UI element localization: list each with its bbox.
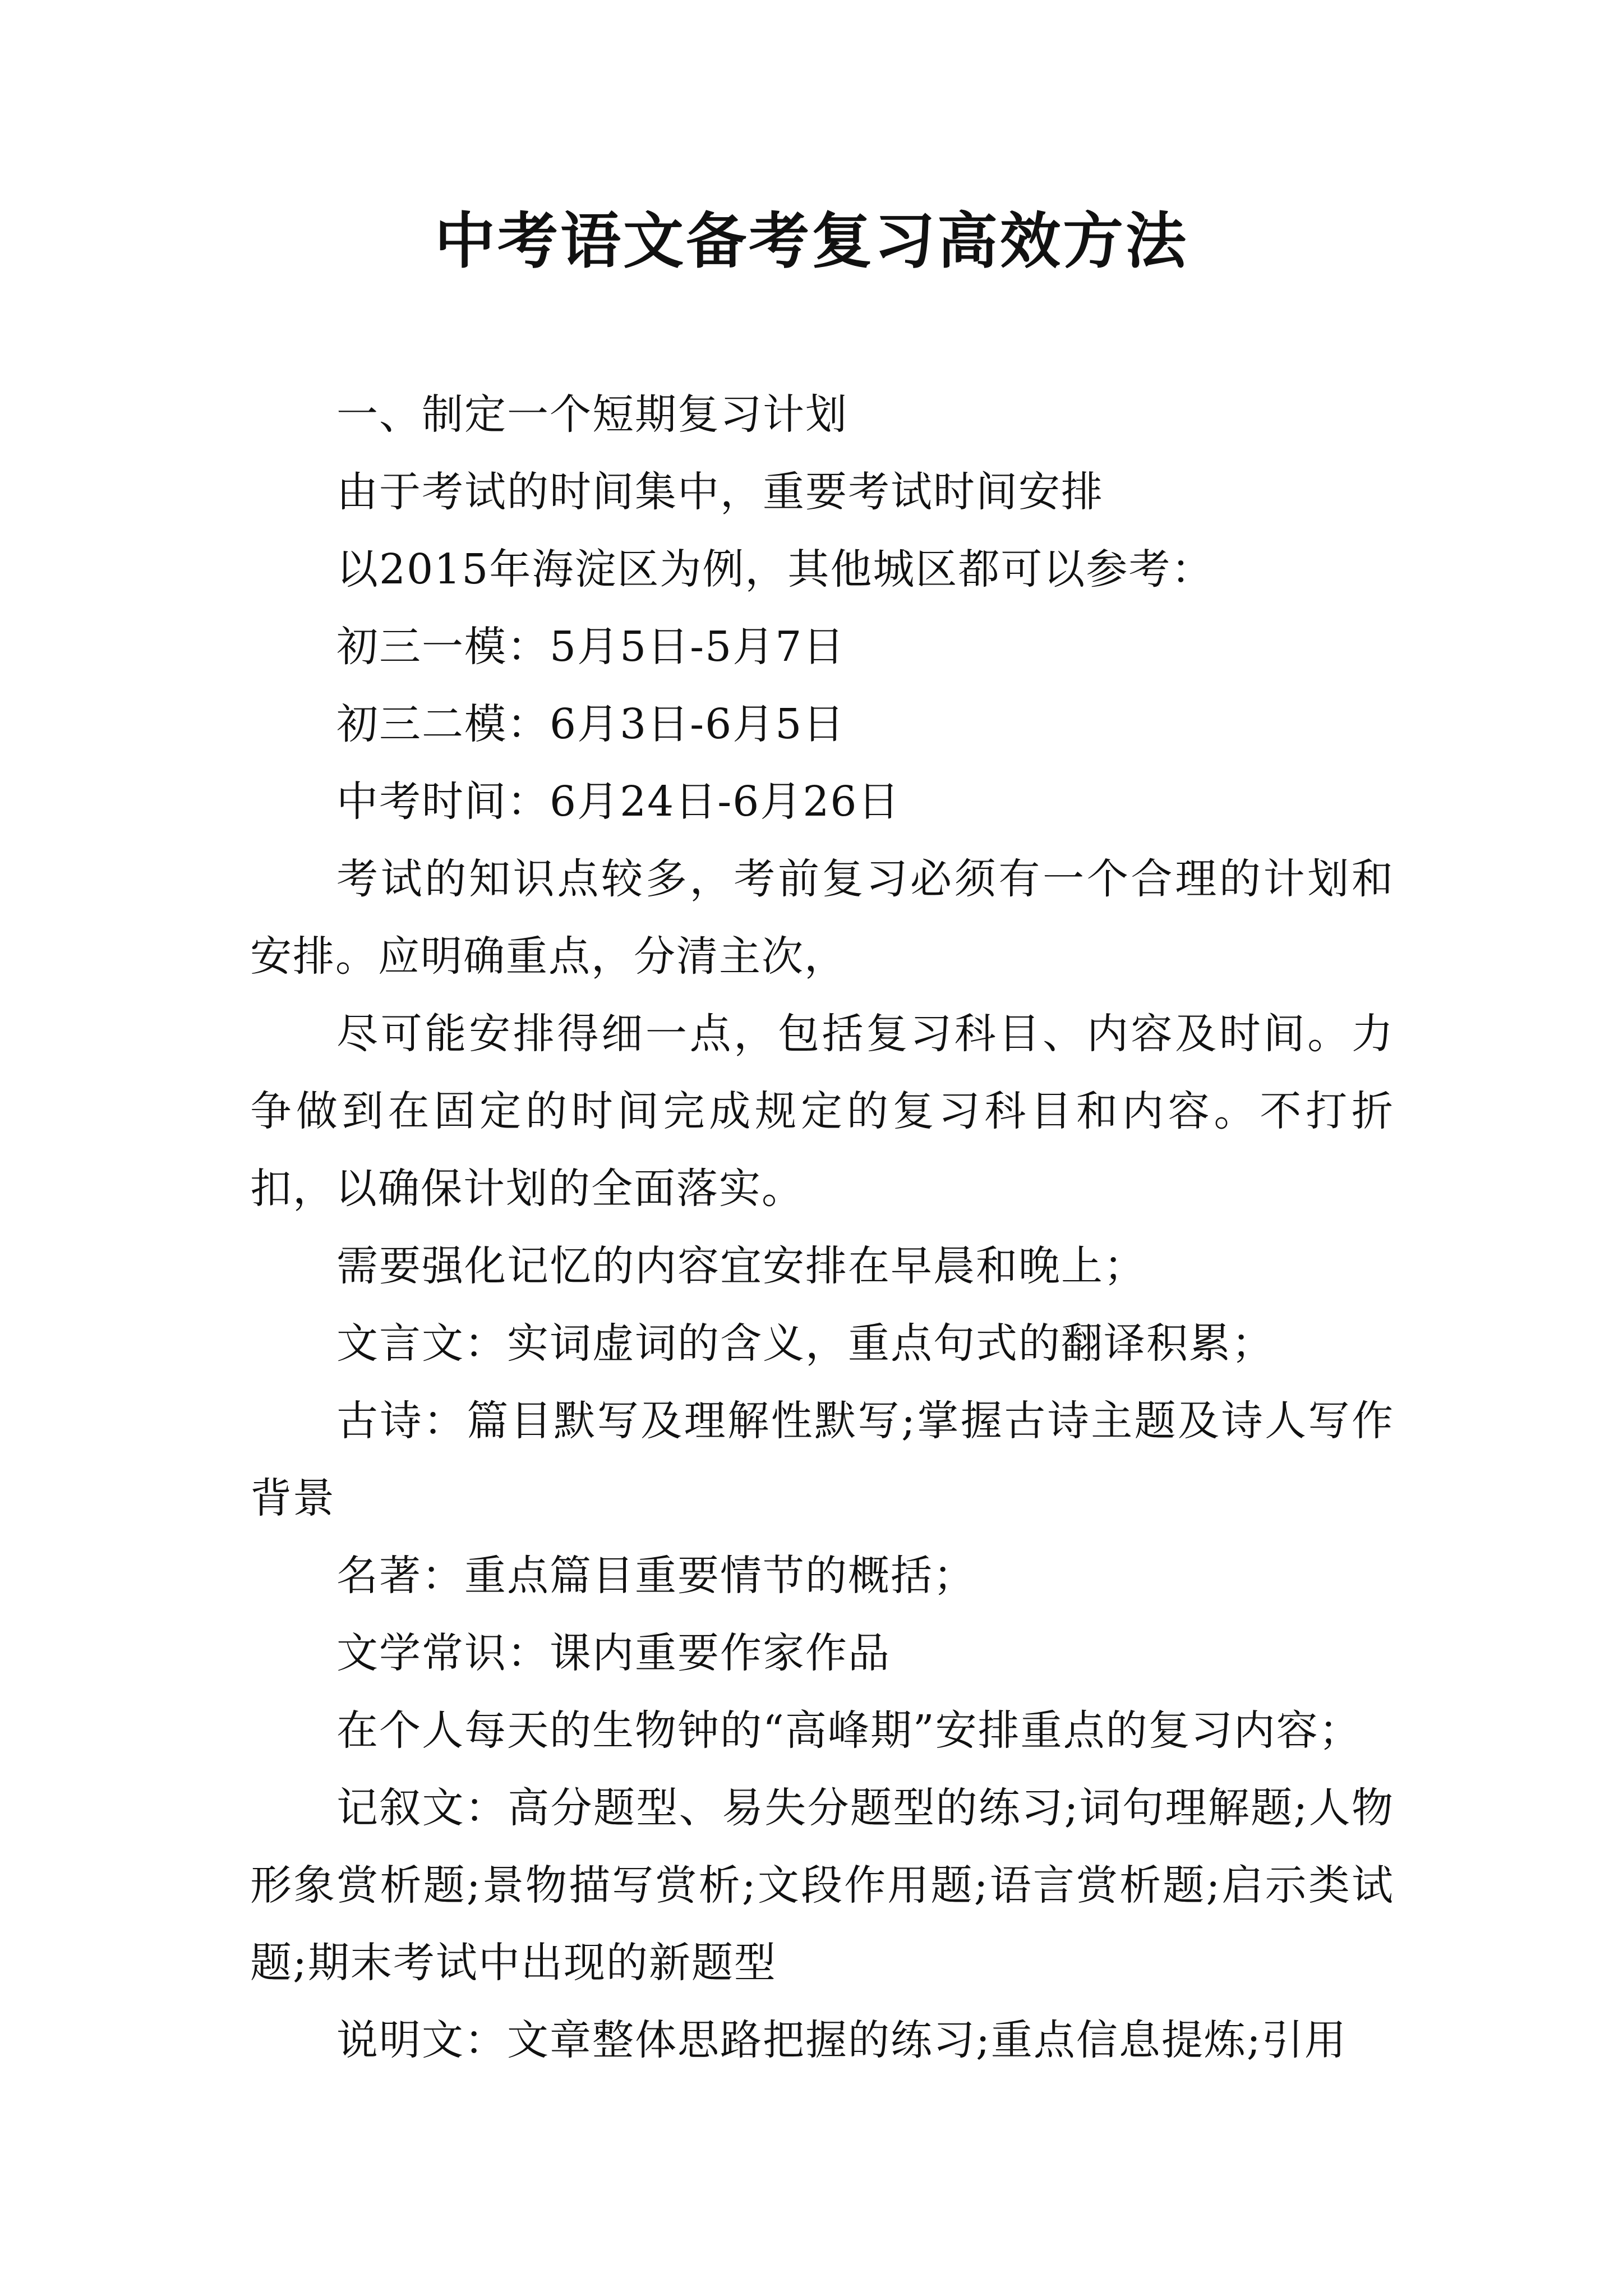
paragraph: 初三二模：6月3日-6月5日 <box>336 700 846 748</box>
paragraph: 初三一模：5月5日-5月7日 <box>336 623 846 671</box>
paragraph: 记叙文：高分题型、易失分题型的练习;词句理解题;人物形象赏析题;景物描写赏析;文段作用题;语言赏析题;启示类试题;期末考试中出现的新题型 <box>250 1784 1394 1987</box>
document-body <box>250 376 1394 2079</box>
paragraph: 文学常识：课内重要作家作品 <box>336 1629 891 1677</box>
paragraph: 以2015年海淀区为例，其他城区都可以参考： <box>336 545 1214 593</box>
paragraph: 一、制定一个短期复习计划 <box>336 390 848 439</box>
paragraph: 说明文：文章整体思路把握的练习;重点信息提炼;引用 <box>336 2016 1347 2064</box>
paragraph: 在个人每天的生物钟的“高峰期”安排重点的复习内容； <box>336 1706 1362 1755</box>
paragraph: 文言文：实词虚词的含义，重点句式的翻译积累； <box>336 1319 1274 1368</box>
document-title: 中考语文备考复习高效方法 <box>434 206 1188 277</box>
paragraph: 考试的知识点较多，考前复习必须有一个合理的计划和安排。应明确重点，分清主次， <box>250 855 1394 981</box>
paragraph: 需要强化记忆的内容宜安排在早晨和晚上； <box>336 1242 1146 1290</box>
paragraph: 由于考试的时间集中，重要考试时间安排 <box>336 468 1104 516</box>
paragraph: 古诗：篇目默写及理解性默写;掌握古诗主题及诗人写作背景 <box>250 1397 1394 1522</box>
paragraph: 中考时间：6月24日-6月26日 <box>336 777 901 826</box>
paragraph: 尽可能安排得细一点，包括复习科目、内容及时间。力争做到在固定的时间完成规定的复习科目和内容。不打折扣，以确保计划的全面落实。 <box>250 1010 1394 1213</box>
paragraph: 名著：重点篇目重要情节的概括； <box>336 1552 976 1600</box>
